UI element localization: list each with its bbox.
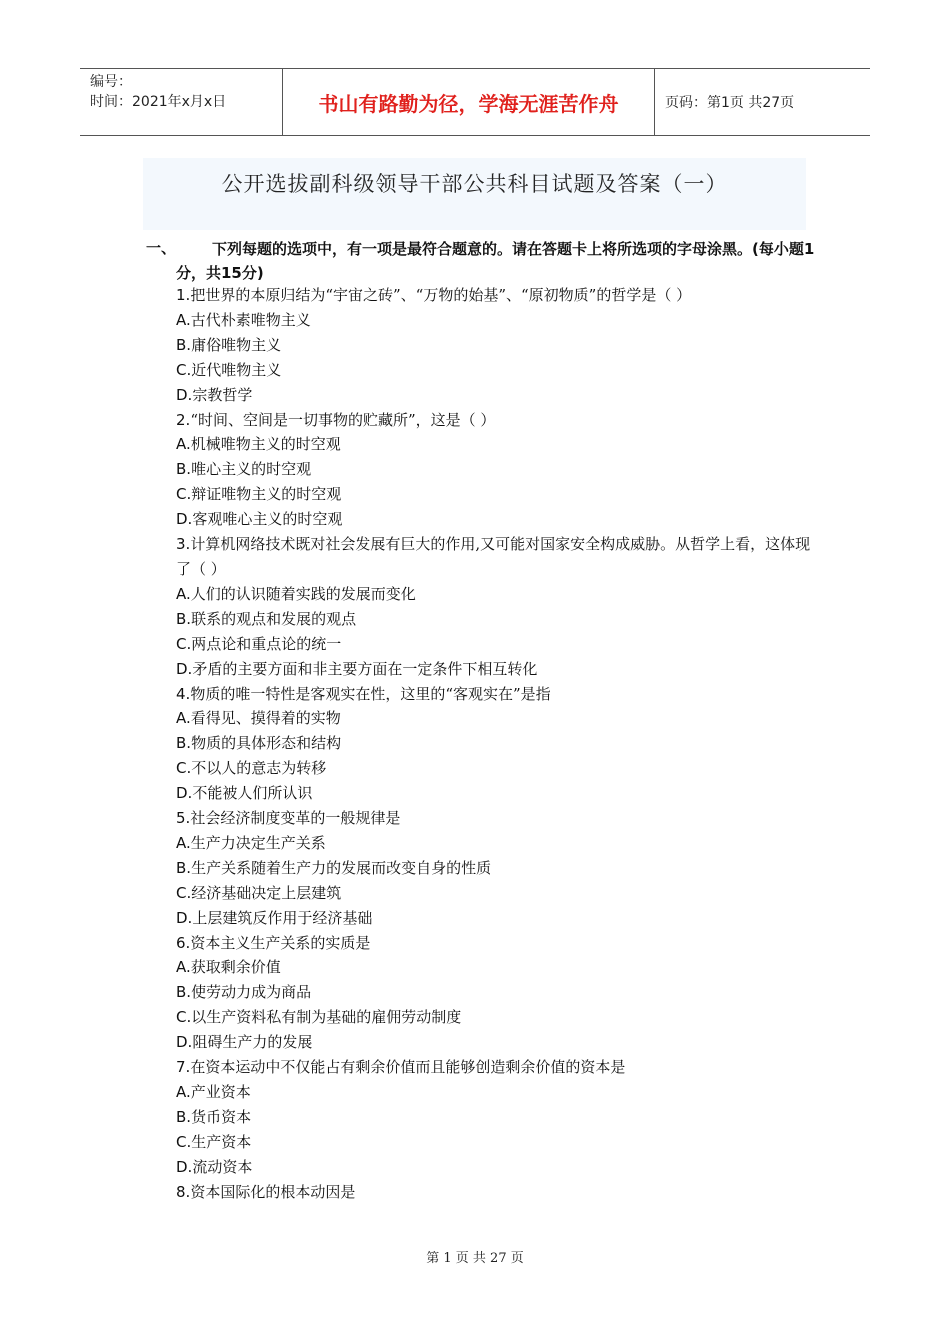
header-motto: 书山有路勤为径，学海无涯苦作舟	[282, 69, 655, 135]
question-number: 2.	[176, 410, 191, 429]
option-label: A.	[176, 584, 191, 603]
option-text: 以生产资料私有制为基础的雇佣劳动制度	[191, 1008, 462, 1027]
question-number: 3.	[176, 535, 191, 554]
option-label: A.	[176, 435, 191, 454]
option-label: B.	[176, 335, 192, 354]
option-label: D.	[176, 784, 193, 803]
question-3	[176, 532, 816, 582]
question-7-option-a	[176, 1080, 816, 1105]
option-label: A.	[176, 1083, 191, 1101]
question-number: 5.	[176, 809, 191, 828]
option-label: D.	[176, 908, 193, 927]
option-text: 物质的具体形态和结构	[191, 734, 342, 753]
question-7-option-d	[176, 1155, 816, 1180]
header-page-info: 页码：第1页 共27页	[665, 95, 795, 111]
question-6-option-c	[176, 1005, 816, 1030]
question-3-option-c	[176, 632, 816, 657]
question-1-option-b	[176, 333, 816, 358]
question-number: 1.	[176, 286, 191, 304]
option-text: 矛盾的主要方面和非主要方面在一定条件下相互转化	[192, 659, 538, 678]
question-text: 社会经济制度变革的一般规律是	[190, 809, 401, 828]
question-4	[176, 682, 816, 707]
question-1-option-d	[176, 383, 816, 408]
option-text: 近代唯物主义	[191, 360, 282, 379]
question-text: 资本主义生产关系的实质是	[190, 933, 371, 952]
question-5-option-d	[176, 906, 816, 931]
option-label: A.	[176, 833, 191, 852]
question-list	[176, 283, 816, 1205]
option-label: C.	[176, 759, 192, 778]
option-label: A.	[176, 310, 191, 329]
question-number: 4.	[176, 684, 191, 703]
option-text: 流动资本	[192, 1157, 253, 1176]
question-text: 计算机网络技术既对社会发展有巨大的作用,又可能对国家安全构成威胁。从哲学上看，这体现了（ ）	[176, 535, 811, 578]
option-text: 生产力决定生产关系	[190, 833, 326, 852]
option-text: 机械唯物主义的时空观	[190, 435, 341, 454]
option-label: D.	[176, 385, 193, 404]
question-3-option-a	[176, 582, 816, 607]
option-text: 获取剩余价值	[190, 958, 281, 977]
question-6-option-d	[176, 1030, 816, 1055]
option-text: 生产关系随着生产力的发展而改变自身的性质	[191, 858, 492, 877]
header-date: 时间：2021年x月x日	[90, 94, 227, 110]
header-number-label: 编号：	[90, 74, 132, 90]
question-6	[176, 931, 816, 956]
option-text: 生产资本	[191, 1132, 252, 1151]
option-label: B.	[176, 1107, 192, 1126]
section-number: 一、	[146, 239, 177, 257]
question-2-option-b	[176, 457, 816, 482]
question-4-option-d	[176, 781, 816, 806]
question-text: 资本国际化的根本动因是	[190, 1182, 356, 1201]
option-text: 使劳动力成为商品	[191, 983, 312, 1002]
option-label: C.	[176, 1132, 192, 1151]
question-3-option-d	[176, 657, 816, 682]
document-title: 公开选拔副科级领导干部公共科目试题及答案（一）	[221, 172, 728, 196]
option-text: 庸俗唯物主义	[191, 335, 282, 354]
option-label: A.	[176, 709, 191, 728]
option-text: 不以人的意志为转移	[191, 759, 327, 778]
question-6-option-a	[176, 955, 816, 980]
question-1	[176, 283, 816, 308]
question-5	[176, 806, 816, 831]
option-label: C.	[176, 1008, 192, 1027]
question-7	[176, 1055, 816, 1080]
page-footer: 第 1 页 共 27 页	[426, 1251, 524, 1266]
option-text: 客观唯心主义的时空观	[192, 510, 343, 529]
question-7-option-b	[176, 1105, 816, 1130]
question-6-option-b	[176, 980, 816, 1005]
question-number: 8.	[176, 1182, 191, 1201]
option-label: C.	[176, 634, 192, 653]
question-2-option-c	[176, 482, 816, 507]
header-meta	[80, 69, 282, 135]
question-text: 在资本运动中不仅能占有剩余价值而且能够创造剩余价值的资本是	[190, 1058, 626, 1077]
option-label: C.	[176, 883, 192, 902]
option-label: B.	[176, 460, 192, 479]
option-label: D.	[176, 659, 193, 678]
option-text: 不能被人们所认识	[192, 784, 313, 803]
option-label: B.	[176, 858, 192, 877]
question-number: 7.	[176, 1058, 191, 1077]
option-label: C.	[176, 485, 192, 504]
option-text: 产业资本	[190, 1083, 251, 1101]
option-text: 唯心主义的时空观	[191, 460, 312, 479]
question-8	[176, 1180, 816, 1205]
question-2-option-d	[176, 507, 816, 532]
question-1-option-c	[176, 358, 816, 383]
page-header	[80, 68, 870, 136]
option-label: B.	[176, 609, 192, 628]
option-label: D.	[176, 510, 193, 529]
question-3-option-b	[176, 607, 816, 632]
option-text: 两点论和重点论的统一	[191, 634, 342, 653]
question-text: 把世界的本原归结为“宇宙之砖”、“万物的始基”、“原初物质”的哲学是（ ）	[190, 286, 692, 304]
option-label: B.	[176, 983, 192, 1002]
option-text: 经济基础决定上层建筑	[191, 883, 342, 902]
option-text: 联系的观点和发展的观点	[191, 609, 357, 628]
question-number: 6.	[176, 933, 191, 952]
question-5-option-c	[176, 881, 816, 906]
option-text: 看得见、摸得着的实物	[190, 709, 341, 728]
question-1-option-a	[176, 308, 816, 333]
option-label: C.	[176, 360, 192, 379]
question-5-option-a	[176, 831, 816, 856]
option-label: B.	[176, 734, 192, 753]
option-text: 上层建筑反作用于经济基础	[192, 908, 373, 927]
option-label: A.	[176, 958, 191, 977]
option-text: 古代朴素唯物主义	[190, 310, 311, 329]
option-text: 宗教哲学	[192, 385, 253, 404]
option-text: 货币资本	[191, 1107, 252, 1126]
option-label: D.	[176, 1157, 193, 1176]
question-text: 物质的唯一特性是客观实在性，这里的“客观实在”是指	[190, 684, 551, 703]
question-4-option-b	[176, 731, 816, 756]
question-2	[176, 408, 816, 433]
question-7-option-c	[176, 1130, 816, 1155]
option-text: 辩证唯物主义的时空观	[191, 485, 342, 504]
question-5-option-b	[176, 856, 816, 881]
question-4-option-a	[176, 706, 816, 731]
question-text: “时间、空间是一切事物的贮藏所”，这是（ ）	[190, 410, 496, 429]
question-4-option-c	[176, 756, 816, 781]
option-label: D.	[176, 1033, 193, 1052]
section-instruction: 下列每题的选项中，有一项是最符合题意的。请在答题卡上将所选项的字母涂黑。(每小题1分，共15分)	[176, 240, 815, 282]
option-text: 阻碍生产力的发展	[192, 1033, 313, 1052]
question-2-option-a	[176, 432, 816, 457]
option-text: 人们的认识随着实践的发展而变化	[190, 584, 416, 603]
